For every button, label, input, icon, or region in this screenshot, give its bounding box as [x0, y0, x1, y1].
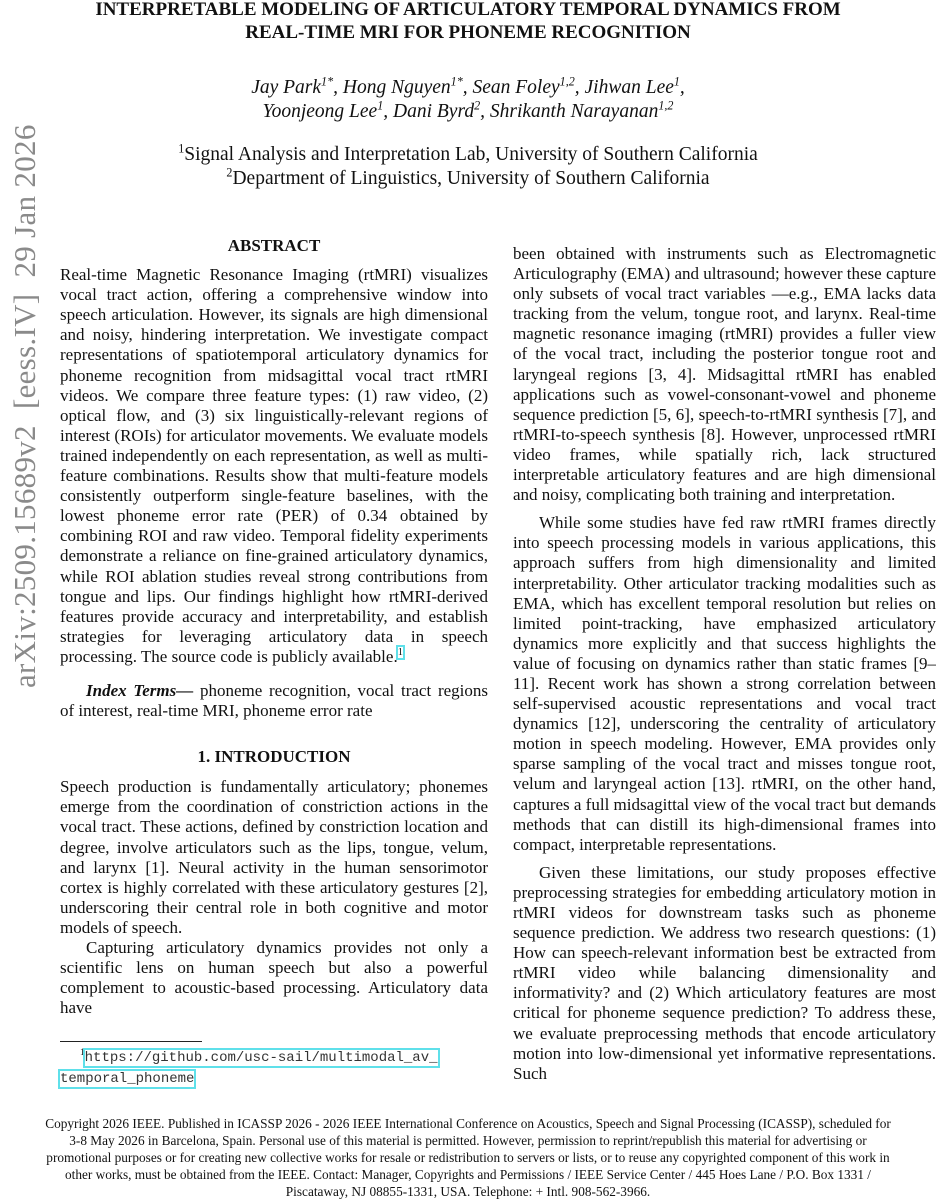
right-column [513, 244, 936, 1084]
github-link[interactable]: https://github.com/usc-sail/multimodal_av_ [84, 1050, 438, 1066]
paper-title: INTERPRETABLE MODELING OF ARTICULATORY TEMPORAL DYNAMICS FROM REAL-TIME MRI FOR PHONEME RECOGNITION [95, 0, 841, 43]
body-paragraph: Speech production is fundamentally articulatory; phonemes emerge from the coordination of constriction actions in the vocal tract. These actions, defined by constriction location and degree, involve articulators such as the lips, tongue, velum, and larynx [1]. Neural activity in the human sensorimotor cortex is highly correlated with these articulatory gestures [2], underscoring their central role in both cognitive and motor models of speech. [60, 777, 488, 937]
affiliation: $^2$Department of Linguistics, University of Southern California [226, 165, 710, 189]
affiliations [0, 143, 936, 191]
footnote: $^1$https://github.com/usc-sail/multimodal_av_ temporal_phoneme [60, 1048, 438, 1087]
author-line: Yoonjeong Lee$^1$, Dani Byrd$^2$, Shrikanth Narayanan$^{1,2}$ [262, 98, 674, 122]
section-heading-introduction: 1. INTRODUCTION [197, 747, 351, 767]
author-line: Jay Park$^{1*}$, Hong Nguyen$^{1*}$, Sean Foley$^{1,2}$, Jihwan Lee$^1$, [251, 74, 685, 98]
abstract-text: Real-time Magnetic Resonance Imaging (rtMRI) visualizes vocal tract action, offering a comprehensive window into speech articulation. However, its signals are high dimensional and noisy, hindering interpretation. We investigate compact representations of spatiotemporal articulatory dynamics for phoneme recognition from midsagittal vocal tract rtMRI videos. We compare three feature types: (1) raw video, (2) optical flow, and (3) six linguistically-relevant regions of interest (ROIs) for articulator movements. We evaluate models trained independently on each representation, as well as multi-feature combinations. Results show that multi-feature models consistently outperform single-feature baselines, with the lowest phoneme error rate (PER) of 0.34 obtained by combining ROI and raw video. Temporal fidelity experiments demonstrate a reliance on fine-grained articulatory dynamics, while ROI ablation studies reveal strong contributions from tongue and lips. Our findings highlight how rtMRI-derived features provide accuracy and interpretability, and establish strategies for leveraging articulatory data in speech processing. The source code is publicly available.$^1$ [60, 265, 488, 666]
footnote-link[interactable]: 1 [397, 647, 403, 659]
index-terms: Index Terms— phoneme recognition, vocal tract regions of interest, real-time MRI, phoneme error rate [60, 680, 488, 721]
github-link-continued[interactable]: temporal_phoneme [60, 1071, 195, 1087]
affiliation: $^1$Signal Analysis and Interpretation Lab, University of Southern California [178, 141, 758, 165]
body-paragraph: While some studies have fed raw rtMRI frames directly into speech processing models in various applications, this approach suffers from high dimensionality and limited interpretability. Other articulator tracking modalities such as EMA, which has excellent temporal resolution but relies on limited point-tracking, have emphasized articulatory dynamics more explicitly and that success highlights the value of focusing on dynamics rather than static frames [9–11]. Recent work has shown a strong correlation between self-supervised acoustic representations and vocal tract dynamics [12], underscoring the centrality of articulatory motion in speech modeling. However, EMA provides only sparse sampling of the vocal tract and misses tongue root, velum and laryngeal action [13]. rtMRI, on the other hand, captures a full midsagittal view of the vocal tract but demands methods that can distill its high-dimensional frames into compact, interpretable representations. [513, 513, 936, 854]
author-list [0, 76, 936, 123]
left-column [60, 236, 488, 1018]
body-paragraph: Given these limitations, our study proposes effective preprocessing strategies for embedding articulatory motion in rtMRI videos for downstream tasks such as phoneme sequence prediction. We address two research questions: (1) How can speech-relevant information best be extracted from rtMRI video while balancing dimensionality and informativity? and (2) Which articulatory features are most critical for phoneme sequence prediction? To address these, we evaluate preprocessing methods that encode articulatory motion into low-dimensional yet informative representations. Such [513, 862, 936, 1083]
body-paragraph: Capturing articulatory dynamics provides not only a scientific lens on human speech but also a powerful complement to acoustic-based processing. Articulatory data have [60, 938, 488, 1018]
abstract-heading: ABSTRACT [227, 236, 321, 255]
arxiv-stamp: arXiv:2509.15689v2 [eess.IV] 29 Jan 2026 [7, 124, 42, 688]
footnote-rule [60, 1041, 202, 1042]
body-paragraph: been obtained with instruments such as Electromagnetic Articulography (EMA) and ultrasound; however these capture only subsets of vocal tract variables —e.g., EMA lacks data tracking from the velum, tongue root, and larynx. Real-time magnetic resonance imaging (rtMRI) provides a fuller view of the vocal tract, including the posterior tongue root and laryngeal regions [3, 4]. Midsagittal rtMRI has enabled applications such as vowel-consonant-vowel and phoneme sequence prediction [5, 6], speech-to-rtMRI synthesis [7], and rtMRI-to-speech synthesis [8]. However, unprocessed rtMRI video frames, while spatially rich, lack structured interpretable articulatory features and are high dimensional and noisy, complicating both training and interpretation. [513, 244, 936, 505]
copyright-notice: Copyright 2026 IEEE. Published in ICASSP 2026 - 2026 IEEE International Conference on Acoustics, Speech and Signal Processing (ICASSP), scheduled for 3-8 May 2026 in Barcelona, Spain. Personal use of this material is permitted. However, permission to reprint/republish this material for advertising or promotional purposes or for creating new collective works for resale or redistribution to servers or lists, or to reuse any copyrighted component of this work in other works, must be obtained from the IEEE. Contact: Manager, Copyrights and Permissions / IEEE Service Center / 445 Hoes Lane / P.O. Box 1331 / Piscataway, NJ 08855-1331, USA. Telephone: + Intl. 908-562-3966. [45, 1116, 891, 1199]
